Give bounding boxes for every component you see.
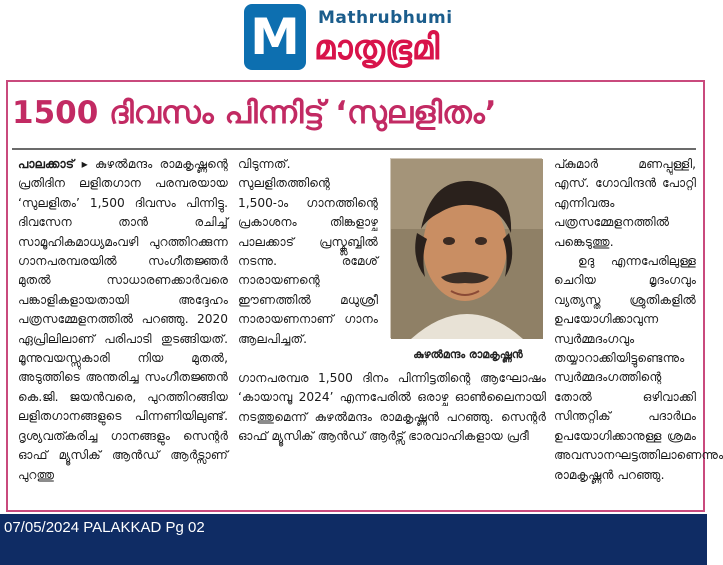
column-1-text: കുഴൽമന്ദം രാമകൃഷ്ണന്റെ പ്രതിദിന ലളിതഗാന പരമ്പരയായ ‘സുലളിതം’ 1,500 ദിവസം പിന്നിട്ടു. ദിവസേന താൻ രചിച്ച് സാമൂഹികമാധ്യമംവഴി പുറത്തിറക്കുന്ന ഗാനപരമ്പരയിൽ സംഗീതജ്ഞർ മുതൽ സാധാരണക്കാർവരെ പങ്കാളികളായതായി അദ്ദേഹം പത്രസമ്മേളനത്തിൽ പറഞ്ഞു. 2020 ഏപ്രിലിലാണ് പരിപാടി തുടങ്ങിയത്. മൂന്നുവയസ്സുകാരി നിയ മുതൽ, അടുത്തിടെ അന്തരിച്ച സംഗീതജ്ഞൻ കെ.ജി. ജയൻവരെ, പുറത്തിറങ്ങിയ ലളിതഗാനങ്ങളുടെ പിന്നണിയിലുണ്ട്. ദൃശ്യവത്കരിച്ച ഗാനങ്ങളും സെന്റർ ഓഫ് മ്യൂസിക് ആൻഡ് ആർട്സാണ് പുറത്തു: [18, 157, 228, 482]
portrait-image: [391, 159, 543, 339]
edition-page-label: 07/05/2024 PALAKKAD Pg 02: [4, 519, 205, 536]
portrait-photo: [390, 158, 542, 338]
column-2-text: വിടുന്നത്. സുലളിതത്തിന്റെ 1,500-ാം ഗാനത്തിന്റെ പ്രകാശനം തിങ്കളാഴ്ച പാലക്കാട് പ്രസ്ക്ലബ്ബിൽ നടന്നു. രമേശ് നാരായണന്റെ ഈണത്തിൽ മധുശ്രീ നാരായണനാണ് ഗാനം ആലപിച്ചത്.: [238, 157, 378, 346]
headline-divider: [12, 148, 696, 150]
article-column-1: [18, 155, 228, 505]
article-column-2-continued: [238, 369, 546, 505]
masthead: [0, 0, 707, 78]
column-2-continued-text: ഗാനപരമ്പര 1,500 ദിനം പിന്നിട്ടതിന്റെ ആഘോഷം ‘കായാമ്പൂ 2024’ എന്നപേരിൽ ഒരാഴ്ച ഓൺലൈനായി നടത്തുമെന്ന് കുഴൽമന്ദം രാമകൃഷ്ണൻ പറഞ്ഞു. സെന്റർ ഓഫ് മ്യൂസിക് ആൻഡ് ആർട്സ് ഭാരവാഹികളായ പ്രദീ: [238, 371, 546, 444]
article-column-2: [238, 155, 378, 353]
brand-name-english: Mathrubhumi: [318, 8, 453, 28]
article-column-3: [554, 155, 723, 505]
dateline: പാലക്കാട് ▸: [18, 157, 88, 171]
column-3-text: പ്കുമാർ മണപ്പുള്ളി, എസ്. ഗോവിന്ദൻ പോറ്റി എന്നിവരും പത്രസമ്മേളനത്തിൽ പങ്കെടുത്തു.: [554, 157, 696, 249]
article-headline: 1500 ദിവസം പിന്നിട്ട് ‘സുലളിതം’: [12, 95, 497, 131]
brand-name-malayalam: മാതൃഭൂമി: [314, 28, 440, 68]
photo-caption: കുഴൽമന്ദം രാമകൃഷ്ണൻ: [413, 348, 523, 361]
mathrubhumi-logo-icon: M: [244, 4, 306, 70]
page-footer: [0, 514, 707, 565]
column-3-paragraph-2: ഉദു എന്നപേരിലുള്ള ചെറിയ മൃദംഗവും വ്യത്യസ്ത ശ്രുതികളിൽ ഉപയോഗിക്കാവുന്ന സ്വർമ്മദംഗവും തയ്യാറാക്കിയിട്ടുണ്ടെന്നും സ്വർമ്മദംഗത്തിന്റെ തോൽ ഒഴിവാക്കി സിന്തറ്റിക് പദാർഥം ഉപയോഗിക്കാനുള്ള ശ്രമം അവസാനഘട്ടത്തിലാണെന്നും രാമകൃഷ്ണൻ പറഞ്ഞു.: [554, 254, 723, 482]
